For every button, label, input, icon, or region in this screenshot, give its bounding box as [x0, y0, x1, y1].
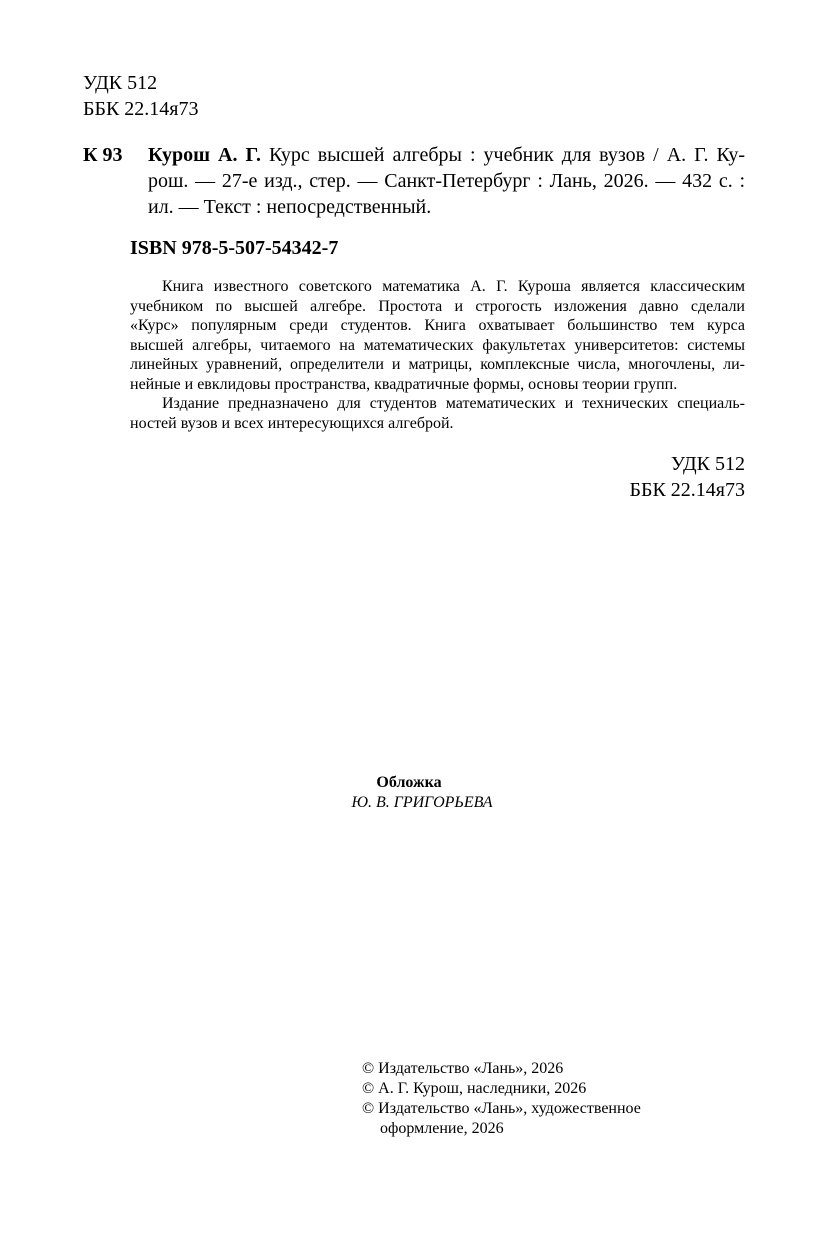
annotation-line: нейные и евклидовы пространства, квадратичные формы, основы теории групп. [130, 375, 678, 393]
bottom-classification-codes [629, 451, 745, 503]
author-mark: К 93 [83, 144, 123, 166]
cover-label: Обложка [376, 774, 442, 791]
annotation-line: линейных уравнений, определители и матрицы, комплексные числа, многочлены, ли- [130, 356, 745, 373]
copyright-line: © Издательство «Лань», художественное [362, 1100, 641, 1117]
copyright-line: © Издательство «Лань», 2026 [362, 1060, 564, 1077]
annotation [130, 277, 745, 433]
copyright-line: © А. Г. Курош, наследники, 2026 [362, 1080, 587, 1097]
annotation-line: ностей вузов и всех интересующихся алгеброй. [130, 414, 454, 432]
udk-code-top: УДК 512 [83, 72, 158, 94]
bbk-code-top: ББК 22.14я73 [83, 98, 199, 120]
annotation-line: Книга известного советского математика А. Г. Куроша является классическим [162, 278, 745, 295]
record-line-3: ил. — Текст : непосредственный. [148, 196, 432, 218]
udk-code-bottom: УДК 512 [670, 453, 745, 475]
copyright-block [362, 1059, 641, 1139]
annotation-line: Издание предназначено для студентов математических и технических специаль- [162, 395, 745, 412]
isbn: ISBN 978-5-507-54342-7 [130, 237, 339, 259]
annotation-line: высшей алгебры, читаемого на математических факультетах университетов: системы [130, 336, 745, 354]
cover-designer-name: Ю. В. ГРИГОРЬЕВА [351, 794, 493, 811]
top-classification-codes [83, 70, 199, 122]
record-title: Курс высшей алгебры : учебник для вузов / А. Г. Ку- [260, 144, 745, 166]
record-line-1 [148, 142, 745, 168]
record-line-2: рош. — 27-е изд., стер. — Санкт-Петербург : Лань, 2026. — 432 с. : [148, 170, 745, 192]
cover-credit [0, 773, 828, 813]
bibliographic-record [83, 142, 745, 220]
bbk-code-bottom: ББК 22.14я73 [629, 479, 745, 501]
record-body [148, 142, 745, 220]
annotation-line: учебником по высшей алгебре. Простота и строгость изложения давно сделали [130, 297, 745, 315]
copyright-line: оформление, 2026 [380, 1120, 504, 1137]
record-author: Курош А. Г. [148, 144, 261, 166]
annotation-line: «Курс» популярным среди студентов. Книга охватывает большинство тем курса [130, 317, 745, 334]
